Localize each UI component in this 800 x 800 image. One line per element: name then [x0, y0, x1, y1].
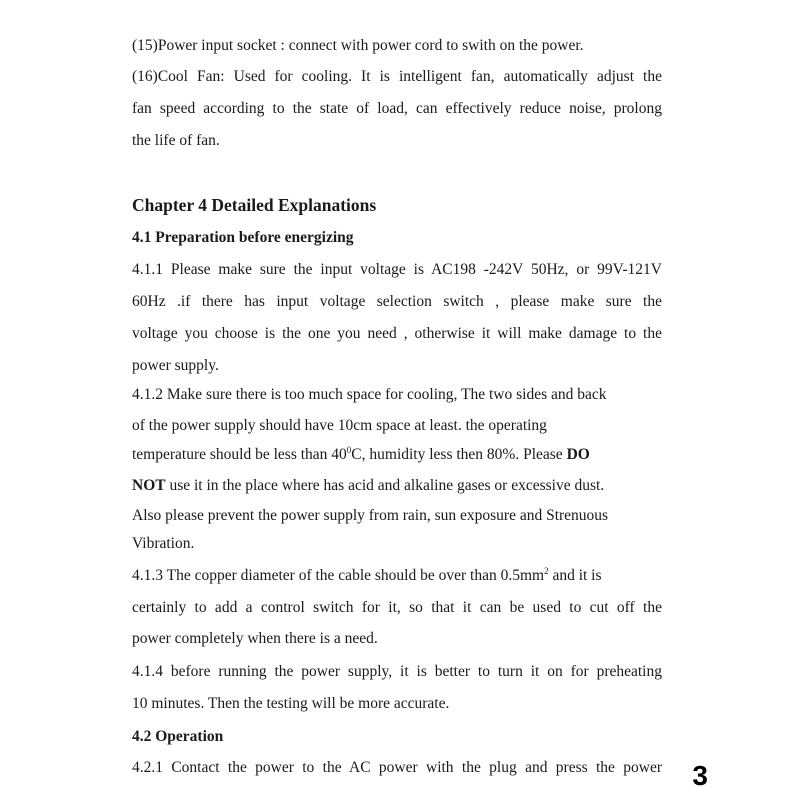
para-4-1-2-line-2: of the power supply should have 10cm space at least. the operating: [132, 417, 547, 434]
para-4-1-3-line-2: certainly to add a control switch for it, so that it can be used to cut off the: [132, 599, 662, 616]
para-4-2-1-line-1: 4.2.1 Contact the power to the AC power with the plug and press the power: [132, 759, 662, 776]
section-4-2-title: 4.2 Operation: [132, 728, 224, 745]
para-4-1-3-line-1: [132, 566, 662, 586]
para-4-1-2-line-1: 4.1.2 Make sure there is too much space for cooling, The two sides and back: [132, 386, 607, 403]
para-4-1-2-line-3: [132, 445, 662, 465]
squared-superscript: 2: [544, 565, 549, 576]
item-15-line: (15)Power input socket : connect with power cord to swith on the power.: [132, 37, 584, 54]
para-4-1-1-line-2: 60Hz .if there has input voltage selection switch , please make sure the: [132, 293, 662, 310]
para-4-1-2-line-5: Also please prevent the power supply from rain, sun exposure and Strenuous: [132, 507, 609, 524]
para-4-1-1-line-3: voltage you choose is the one you need , otherwise it will make damage to the: [132, 325, 662, 342]
cable-text-end: and it is: [548, 567, 602, 584]
para-4-1-1-line-1: 4.1.1 Please make sure the input voltage is AC198 -242V 50Hz, or 99V-121V: [132, 261, 662, 278]
item-16-line-1: (16)Cool Fan: Used for cooling. It is intelligent fan, automatically adjust the: [132, 68, 662, 85]
chapter-title: Chapter 4 Detailed Explanations: [132, 195, 377, 215]
degree-superscript: 0: [346, 444, 352, 455]
warning-text: use it in the place where has acid and alkaline gases or excessive dust.: [165, 477, 605, 494]
humidity-text: C, humidity less then 80%. Please: [351, 446, 567, 463]
para-4-1-4-line-2: 10 minutes. Then the testing will be more accurate.: [132, 695, 450, 712]
page-number: 3: [692, 760, 708, 791]
para-4-1-2-line-6: Vibration.: [132, 535, 195, 552]
cable-text: 4.1.3 The copper diameter of the cable should be over than 0.5mm: [132, 567, 545, 584]
para-4-1-1-line-4: power supply.: [132, 357, 219, 374]
item-16-line-2: fan speed according to the state of load, can effectively reduce noise, prolong: [132, 100, 662, 117]
para-4-1-3-line-3: power completely when there is a need.: [132, 630, 378, 647]
not-bold: NOT: [132, 477, 166, 494]
do-bold: DO: [566, 446, 590, 463]
para-4-1-4-line-1: 4.1.4 before running the power supply, it is better to turn it on for preheating: [132, 663, 662, 680]
para-4-1-2-line-4: [132, 476, 662, 496]
section-4-1-title: 4.1 Preparation before energizing: [132, 229, 354, 246]
temperature-text: temperature should be less than 40: [132, 446, 347, 463]
item-16-line-3: the life of fan.: [132, 132, 220, 149]
